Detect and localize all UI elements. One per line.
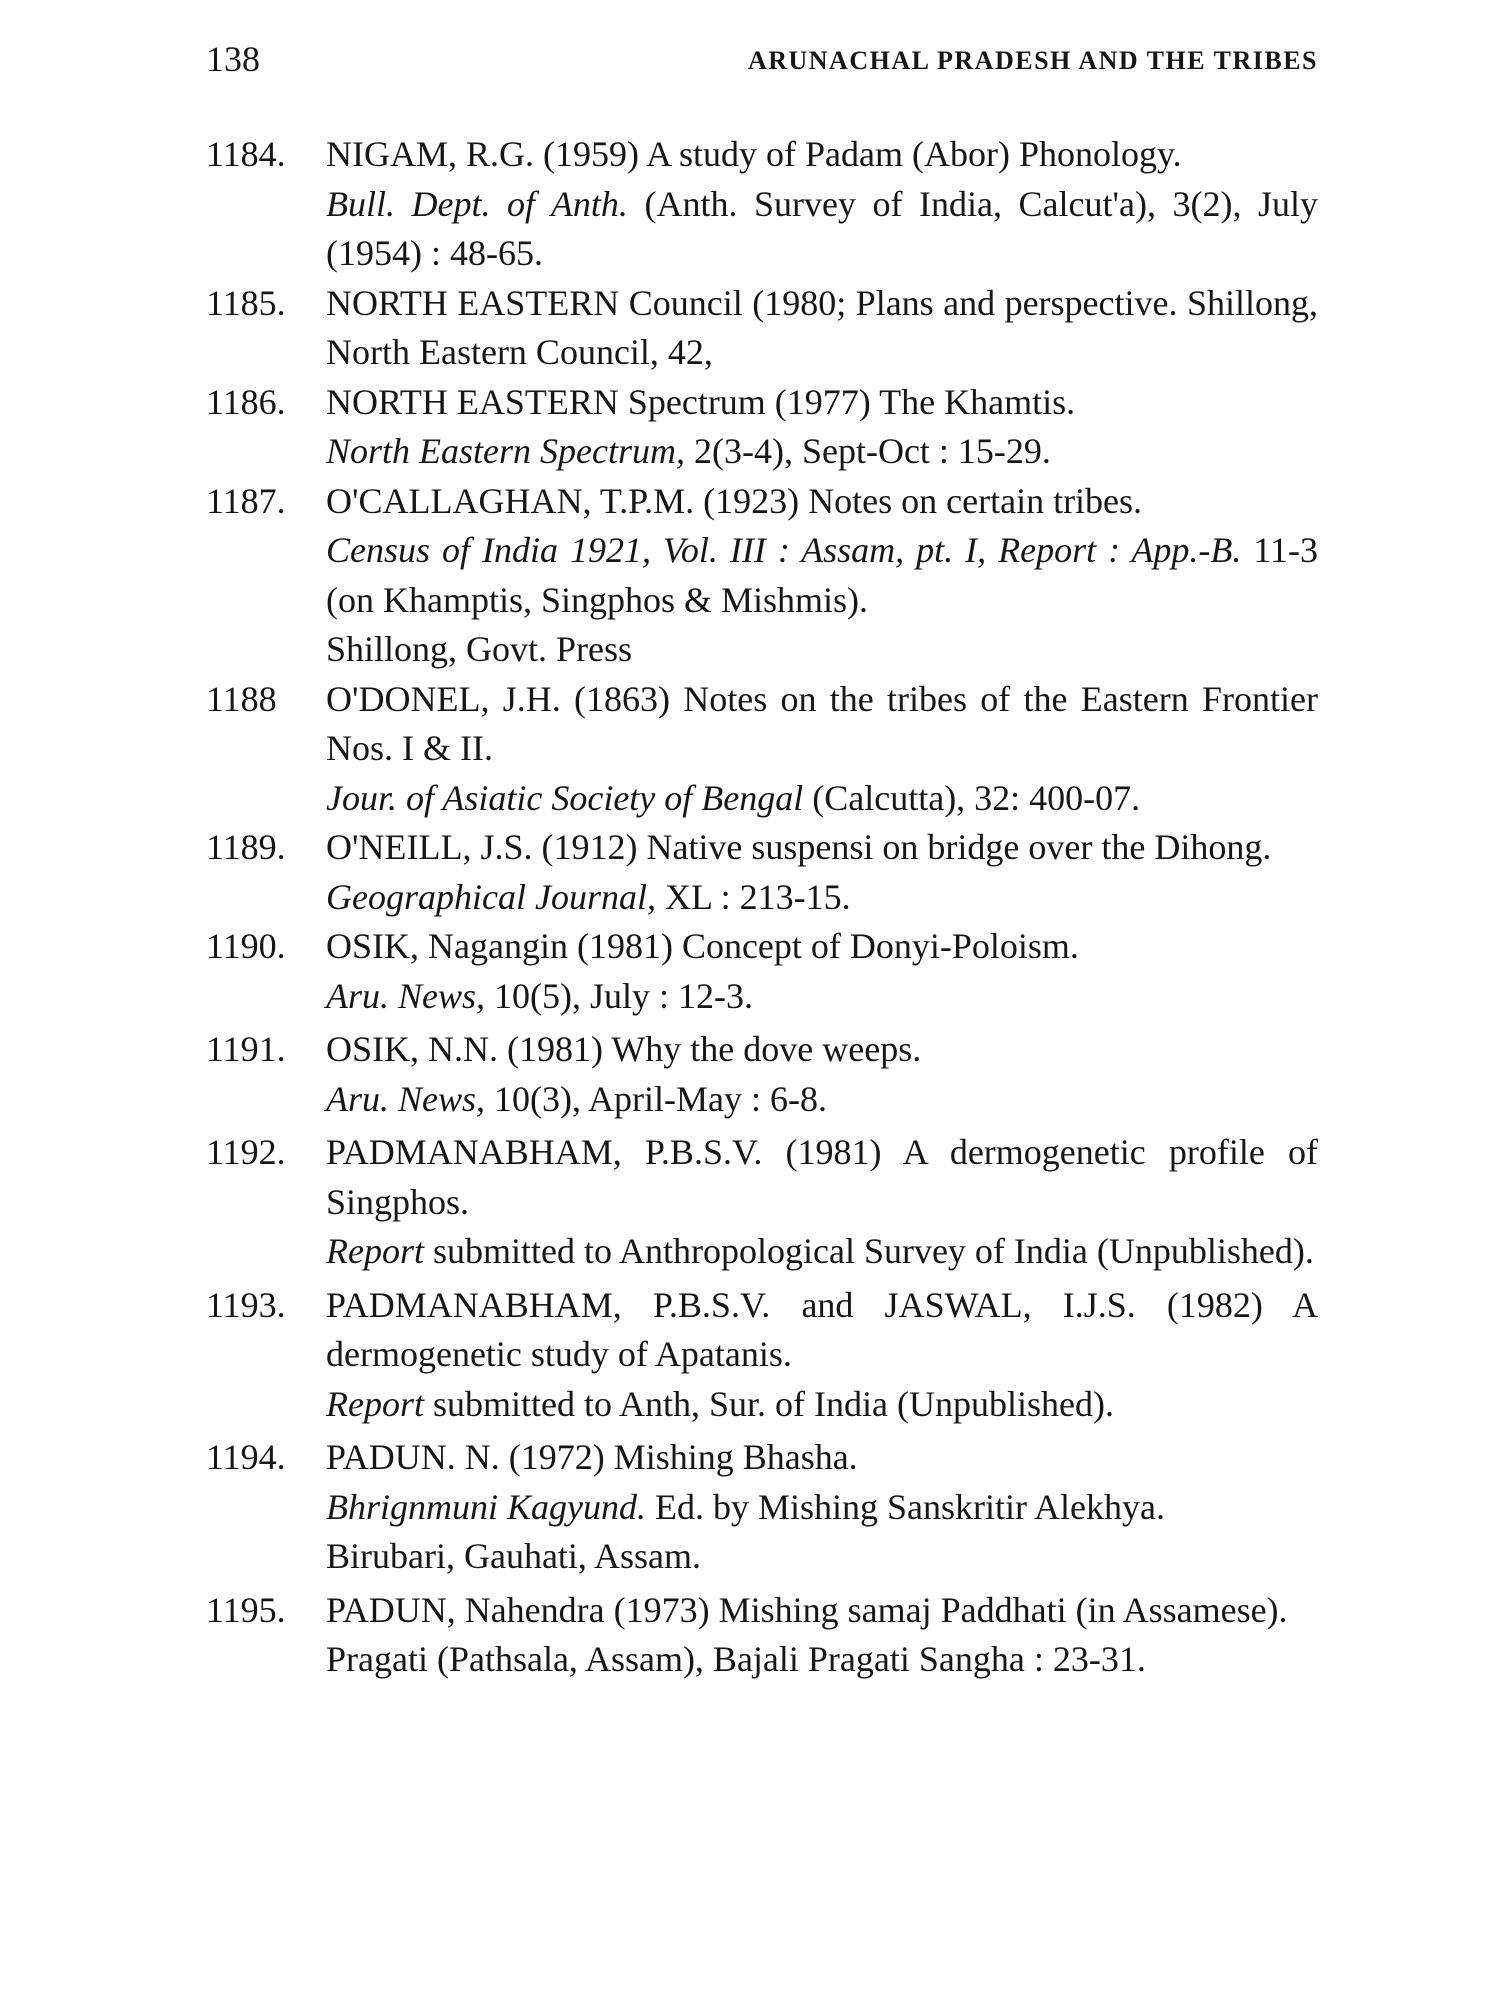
entry-journal: Bhrignmuni Kagyund. <box>326 1486 646 1527</box>
entry-journal: Aru. News, <box>326 975 486 1016</box>
entry-title: PADUN, Nahendra (1973) Mishing samaj Paddhati (in Assamese). <box>326 1589 1288 1630</box>
entry-number: 1185. <box>206 282 286 323</box>
entry-number: 1191. <box>206 1029 286 1069</box>
entry-number: 1192. <box>206 1132 286 1172</box>
entry-title: O'NEILL, J.S. (1912) Native suspensi on bridge over the Dihong. <box>326 827 1272 867</box>
entry-publisher: Birubari, Gauhati, Assam. <box>326 1536 701 1576</box>
entry-journal: North Eastern Spectrum, <box>326 431 685 471</box>
entry-journal: Aru. News, <box>326 1078 486 1119</box>
entry-journal: Bull. Dept. of Anth. <box>326 183 628 224</box>
entry-title: PADUN. N. (1972) Mishing Bhasha. <box>326 1437 858 1477</box>
entry-details: 10(5), July : 12-3. <box>494 975 753 1016</box>
entry-number: 1184. <box>206 134 286 174</box>
entry-title: OSIK, N.N. (1981) Why the dove weeps. <box>326 1029 922 1069</box>
entry-details: Pragati (Pathsala, Assam), Bajali Pragati Sangha : 23-31. <box>326 1639 1146 1679</box>
bibliography-entry <box>206 823 1318 922</box>
running-title: ARUNACHAL PRADESH AND THE TRIBES <box>747 46 1318 75</box>
entry-details: (Calcutta), 32: 400-07. <box>812 777 1141 818</box>
entry-details: 10(3), April-May : 6-8. <box>494 1078 827 1119</box>
entry-publisher: Shillong, Govt. Press <box>326 629 633 669</box>
entry-number: 1195. <box>206 1589 286 1630</box>
entry-journal: Report <box>326 1231 424 1271</box>
entry-details: XL : 213-15. <box>664 876 851 917</box>
bibliography-entry <box>206 477 1318 675</box>
entry-journal: Census of India 1921, Vol. III : Assam, pt. I, Report : App.-B. <box>326 530 1242 570</box>
entry-title: NIGAM, R.G. (1959) A study of Padam (Abor) Phonology. <box>326 134 1182 174</box>
entry-details: submitted to Anthropological Survey of India (Unpublished). <box>432 1231 1314 1271</box>
entry-details: submitted to Anth, Sur. of India (Unpublished). <box>432 1383 1114 1424</box>
bibliography-entry <box>206 1025 1318 1124</box>
entry-details: 2(3-4), Sept-Oct : 15-29. <box>693 431 1051 471</box>
entry-journal: Jour. of Asiatic Society of Bengal <box>326 777 804 818</box>
page-number: 138 <box>206 39 260 79</box>
bibliography-entry <box>206 279 1318 378</box>
bibliography-entry <box>206 1586 1318 1685</box>
bibliography-entry <box>206 922 1318 1021</box>
entry-journal: Report <box>326 1383 424 1424</box>
entry-number: 1187. <box>206 480 286 521</box>
entry-title: NORTH EASTERN Council (1980; Plans and perspective. Shillong, North Eastern Council, 42, <box>326 282 1318 372</box>
entry-number: 1186. <box>206 381 286 422</box>
bibliography-entry <box>206 675 1318 824</box>
entry-number: 1194. <box>206 1437 286 1477</box>
bibliography-entry <box>206 1281 1318 1430</box>
entry-number: 1190. <box>206 926 286 966</box>
entry-title: O'CALLAGHAN, T.P.M. (1923) Notes on certain tribes. <box>326 480 1143 521</box>
entry-number: 1188 <box>206 678 277 719</box>
entry-number: 1193. <box>206 1284 286 1325</box>
entry-details: Ed. by Mishing Sanskritir Alekhya. <box>655 1486 1165 1527</box>
bibliography-list <box>206 130 1318 1685</box>
bibliography-entry <box>206 378 1318 477</box>
page-header <box>206 38 1318 86</box>
bibliography-entry <box>206 130 1318 279</box>
entry-details: (Anth. Survey of India, Calcut'a), 3(2), July (1954) : 48-65. <box>326 183 1318 273</box>
entry-journal: Geographical Journal, <box>326 876 656 917</box>
entry-title: O'DONEL, J.H. (1863) Notes on the tribes of the Eastern Frontier Nos. I & II. <box>326 678 1318 768</box>
bibliography-entry <box>206 1433 1318 1582</box>
entry-details: 11-3 (on Khamptis, Singphos & Mishmis). <box>326 530 1319 620</box>
entry-title: PADMANABHAM, P.B.S.V. and JASWAL, I.J.S. (1982) A dermogenetic study of Apatanis. <box>326 1284 1318 1374</box>
bibliography-entry <box>206 1128 1318 1277</box>
entry-title: OSIK, Nagangin (1981) Concept of Donyi-Poloism. <box>326 926 1079 966</box>
entry-title: PADMANABHAM, P.B.S.V. (1981) A dermogenetic profile of Singphos. <box>326 1132 1318 1222</box>
entry-title: NORTH EASTERN Spectrum (1977) The Khamtis. <box>326 381 1076 422</box>
entry-number: 1189. <box>206 827 286 867</box>
